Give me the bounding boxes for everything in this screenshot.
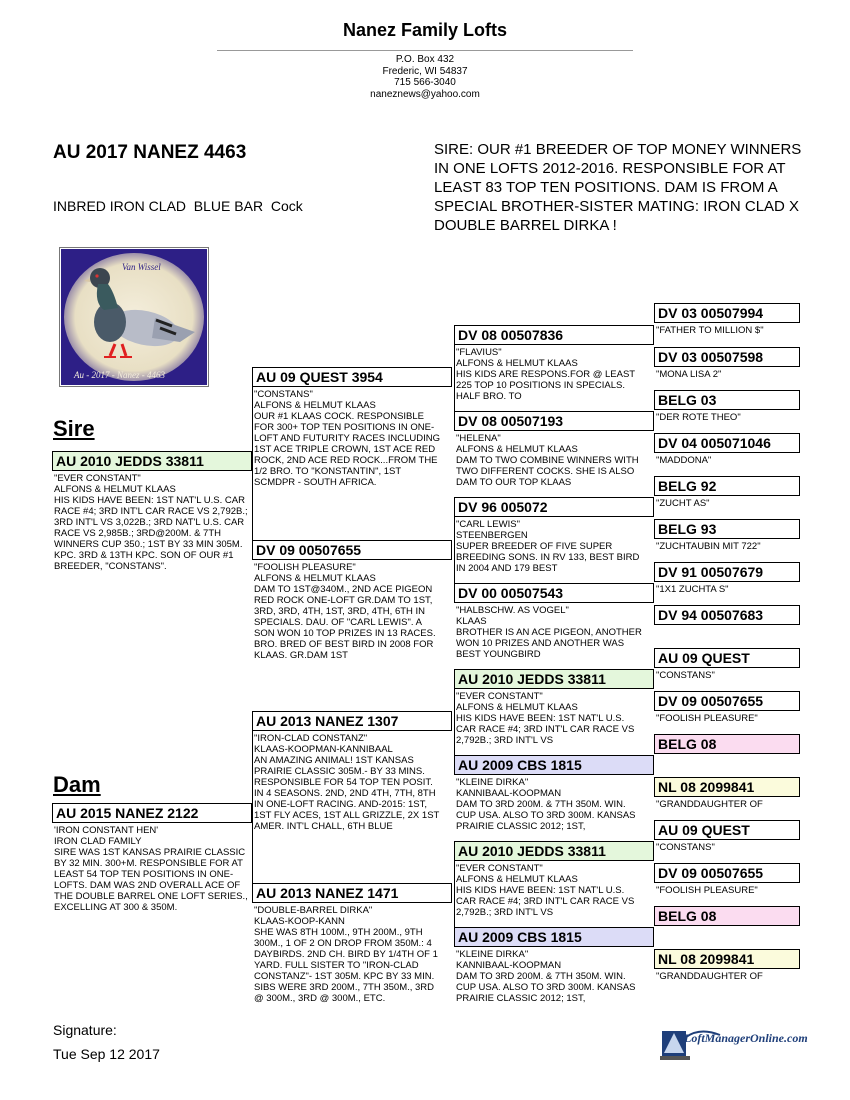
pedigree-note-ds — [254, 733, 444, 832]
address-line: Frederic, WI 54837 — [382, 65, 468, 77]
pedigree-note-sds — [456, 519, 646, 574]
connector — [454, 678, 455, 764]
pedigree-box-sdsd: BELG 93 — [654, 519, 800, 539]
pedigree-text: HIS KIDS HAVE BEEN: 1ST NAT'L U.S. CAR RACE #4; 3RD INT'L CAR RACE VS 2,792B.; 3RD INT'L VS — [456, 885, 635, 918]
pedigree-box-dsds: BELG 08 — [654, 734, 800, 754]
pedigree-box-ssd: DV 08 00507193 — [454, 411, 654, 431]
pedigree-note-ssds — [656, 412, 802, 423]
pedigree-note-sss — [456, 347, 646, 402]
connector — [252, 720, 253, 892]
address-line: P.O. Box 432 — [395, 54, 455, 65]
pedigree-box-sdss: BELG 92 — [654, 476, 800, 496]
pedigree-line1: "FOOLISH PLEASURE" — [254, 562, 356, 573]
pedigree-note-dddd — [656, 971, 802, 982]
pedigree-line1: "IRON-CLAD CONSTANZ" — [254, 733, 368, 744]
pedigree-line1: "CONSTANS" — [656, 670, 715, 681]
loftmanager-logo — [660, 1023, 808, 1063]
bird-ring-number: AU 2017 NANEZ 4463 — [53, 142, 247, 163]
pedigree-text: DAM TO TWO COMBINE WINNERS WITH TWO DIFFERENT COCKS. SHE IS ALSO DAM TO OUR TOP KLAAS — [456, 455, 639, 488]
bird-photo — [59, 247, 209, 387]
pedigree-text: DAM TO 3RD 200M. & 7TH 350M. WIN. CUP USA. ALSO TO 3RD 300M. KANSAS PRAIRIE CLASSIC 2012; 1ST, — [456, 971, 636, 1004]
pedigree-box-sds: DV 96 005072 — [454, 497, 654, 517]
photo-caption-bottom: Au - 2017 - Nanez - 4463 — [74, 370, 165, 380]
pedigree-line2: KLAAS — [456, 616, 487, 627]
pedigree-line2: KLAAS-KOOP-KANN — [254, 916, 345, 927]
address-line: 715 566-3040 — [394, 77, 456, 88]
pedigree-line2: ALFONS & HELMUT KLAAS — [456, 874, 578, 885]
pedigree-box-dsdd: NL 08 2099841 — [654, 777, 800, 797]
pedigree-box-ssdd: DV 04 005071046 — [654, 433, 800, 453]
pedigree-line1: "GRANDDAUGHTER OF — [656, 799, 763, 810]
bird-comment: SIRE: OUR #1 BREEDER OF TOP MONEY WINNERS IN ONE LOFTS 2012-2016. RESPONSIBLE FOR AT LEAST 83 TOP TEN POSITIONS. DAM IS FROM A SPECIAL BROTHER-SISTER MATING: IRON CLAD X DOUBLE BARREL DIRKA ! — [434, 141, 802, 234]
email-line: naneznews@yahoo.com — [370, 88, 480, 100]
connector — [454, 850, 455, 937]
pedigree-line1: "EVER CONSTANT" — [456, 691, 543, 702]
pedigree-box-ddss: AU 09 QUEST — [654, 820, 800, 840]
pedigree-line2: ALFONS & HELMUT KLAAS — [254, 573, 376, 584]
pedigree-box-sd: DV 09 00507655 — [252, 540, 452, 560]
pedigree-text: HIS KIDS HAVE BEEN: 1ST NAT'L U.S. CAR RACE #4; 3RD INT'L CAR RACE VS 2,792B.; 3RD INT'L VS — [456, 713, 635, 746]
pedigree-text: HIS KIDS ARE RESPONS.FOR @ LEAST 225 TOP 10 POSITIONS IN SPECIALS. HALF BRO. TO — [456, 369, 635, 402]
pedigree-note-sdsd — [656, 541, 802, 552]
pedigree-note-d — [54, 825, 249, 913]
sire-label: Sire — [53, 416, 95, 441]
pedigree-line1: "FOOLISH PLEASURE" — [656, 885, 758, 896]
pedigree-text: SIRE WAS 1ST KANSAS PRAIRIE CLASSIC BY 32 MIN. 300+M. RESPONSIBLE FOR AT LEAST 54 TOP TEN POSITIONS IN ONE-LOFTS. DAM WAS 2ND OVERALL ACE OF THE DOUBLE BARREL ONE LOFT SERIES., EXCELLING AT 300 & 350M. — [54, 847, 248, 913]
pedigree-line1: "DOUBLE-BARREL DIRKA" — [254, 905, 373, 916]
pedigree-box-sssd: DV 03 00507598 — [654, 347, 800, 367]
pedigree-line1: "FLAVIUS" — [456, 347, 502, 358]
pedigree-box-dsss: AU 09 QUEST — [654, 648, 800, 668]
pedigree-note-sdds — [656, 584, 802, 595]
pedigree-line1: "FATHER TO MILLION $" — [656, 325, 764, 336]
pedigree-note-ddd — [456, 949, 646, 1004]
signature-label: Signature: — [53, 1022, 117, 1038]
pedigree-note-sd — [254, 562, 444, 661]
pedigree-note-dssd — [656, 713, 802, 724]
pedigree-box-dds: AU 2010 JEDDS 33811 — [454, 841, 654, 861]
pedigree-note-s — [54, 473, 249, 572]
pedigree-box-dss: AU 2010 JEDDS 33811 — [454, 669, 654, 689]
pedigree-note-sdd — [456, 605, 646, 660]
loft-address — [0, 54, 850, 100]
pedigree-note-ssdd — [656, 455, 802, 466]
pedigree-line2: IRON CLAD FAMILY — [54, 836, 142, 847]
pedigree-box-dddd: NL 08 2099841 — [654, 949, 800, 969]
pedigree-line2: ALFONS & HELMUT KLAAS — [456, 444, 578, 455]
pedigree-note-dss — [456, 691, 646, 746]
pedigree-text: AN AMAZING ANIMAL! 1ST KANSAS PRAIRIE CLASSIC 305M.- BY 33 MINS. RESPONSIBLE FOR 54 TOP TEN POSIT. IN 4 SEASONS. 2ND, 2ND 4TH, 7TH, 8TH IN ONE-LOFT RACING. AND-2015: 1ST, 1ST FLY ACES, 1ST ALL GRIZZLE, 2X 1ST AMER. INT'L CHALL, 6TH BLUE — [254, 755, 440, 832]
pedigree-note-sssd — [656, 369, 802, 380]
pedigree-box-ddds: BELG 08 — [654, 906, 800, 926]
pedigree-box-dsd: AU 2009 CBS 1815 — [454, 755, 654, 775]
pedigree-box-ssss: DV 03 00507994 — [654, 303, 800, 323]
pedigree-note-dd — [254, 905, 444, 1004]
dam-label: Dam — [53, 772, 101, 797]
pedigree-line2: ALFONS & HELMUT KLAAS — [254, 400, 376, 411]
pedigree-box-ss: AU 09 QUEST 3954 — [252, 367, 452, 387]
pedigree-line2: KANNIBAAL-KOOPMAN — [456, 788, 562, 799]
pedigree-box-sss: DV 08 00507836 — [454, 325, 654, 345]
pedigree-line1: "DER ROTE THEO" — [656, 412, 741, 423]
pedigree-line1: "CONSTANS" — [254, 389, 313, 400]
pedigree-text: DAM TO 1ST@340M., 2ND ACE PIGEON RED ROCK ONE-LOFT GR.DAM TO 1ST, 3RD, 3RD, 4TH, 1ST, 3RD, 4TH, 6TH IN SPECIALS. DAU. OF "CARL LEWIS". A SON WON 10 TOP PRIZES IN 13 RACES. BRO. BRED OF BEST BIRD IN 2008 FOR KLAAS. GR.DAM 1ST — [254, 584, 436, 661]
pedigree-line2: ALFONS & HELMUT KLAAS — [54, 484, 176, 495]
pedigree-note-dsdd — [656, 799, 802, 810]
loft-name: Nanez Family Lofts — [342, 20, 508, 40]
pedigree-box-ssds: BELG 03 — [654, 390, 800, 410]
pedigree-box-dssd: DV 09 00507655 — [654, 691, 800, 711]
pedigree-line2: ALFONS & HELMUT KLAAS — [456, 702, 578, 713]
pedigree-box-sdd: DV 00 00507543 — [454, 583, 654, 603]
pedigree-box-ds: AU 2013 NANEZ 1307 — [252, 711, 452, 731]
pedigree-box-sdds: DV 91 00507679 — [654, 562, 800, 582]
pedigree-line2: KLAAS-KOOPMAN-KANNIBAAL — [254, 744, 393, 755]
pedigree-text: BROTHER IS AN ACE PIGEON, ANOTHER WON 10 PRIZES AND ANOTHER WAS BEST YOUNGBIRD — [456, 627, 642, 660]
pedigree-line2: STEENBERGEN — [456, 530, 528, 541]
pedigree-note-ss — [254, 389, 444, 488]
pedigree-line1: "1X1 ZUCHTA S" — [656, 584, 729, 595]
header-divider — [217, 50, 633, 51]
bird-description: INBRED IRON CLAD BLUE BAR Cock — [53, 198, 303, 214]
pedigree-text: SUPER BREEDER OF FIVE SUPER BREEDING SONS. IN RV 133, BEST BIRD IN 2004 AND 179 BEST — [456, 541, 640, 574]
pedigree-note-ddss — [656, 842, 802, 853]
logo-text: LoftManagerOnline.com — [684, 1031, 808, 1045]
connector — [454, 334, 455, 420]
pedigree-line1: "CARL LEWIS" — [456, 519, 520, 530]
pedigree-text: SHE WAS 8TH 100M., 9TH 200M., 9TH 300M., 1 OF 2 ON DROP FROM 350M.: 4 DAYBIRDS. 2ND CH. BIRD BY 1/4TH OF 1 YARD. FULL SISTER TO "IRON-CLAD CONSTANZ"- 1ST 305M. KPC BY 33 MIN. SIBS WERE 3RD 200M., 7TH 350M., 3RD @ 300M., 3RD @ 300M., ETC. — [254, 927, 438, 1004]
pedigree-line1: "CONSTANS" — [656, 842, 715, 853]
connector — [454, 505, 455, 592]
pedigree-note-ddsd — [656, 885, 802, 896]
pedigree-line1: "GRANDDAUGHTER OF — [656, 971, 763, 982]
pedigree-line1: "KLEINE DIRKA" — [456, 777, 529, 788]
pedigree-line1: "HELENA" — [456, 433, 501, 444]
pedigree-box-sddd: DV 94 00507683 — [654, 605, 800, 625]
pedigree-line1: "MONA LISA 2" — [656, 369, 722, 380]
print-date: Tue Sep 12 2017 — [53, 1046, 160, 1062]
pedigree-line1: "KLEINE DIRKA" — [456, 949, 529, 960]
pedigree-line1: "MADDONA" — [656, 455, 712, 466]
pedigree-note-ssss — [656, 325, 802, 336]
pedigree-text: OUR #1 KLAAS COCK. RESPONSIBLE FOR 300+ TOP TEN POSITIONS IN ONE-LOFT AND FUTURITY RACES INCLUDING 1ST ACE TRIPLE CROWN, 1ST ACE RED ROCK, 2ND ACE RED ROCK...FROM THE 1/2 BRO. TO "KONSTANTIN", 1ST SCMDPR - SOUTH AFRICA. — [254, 411, 440, 488]
pedigree-line1: "EVER CONSTANT" — [456, 863, 543, 874]
pedigree-line1: "ZUCHTAUBIN MIT 722" — [656, 541, 761, 552]
pedigree-line2: ALFONS & HELMUT KLAAS — [456, 358, 578, 369]
pedigree-line1: 'IRON CONSTANT HEN' — [54, 825, 159, 836]
pedigree-line1: "FOOLISH PLEASURE" — [656, 713, 758, 724]
pedigree-text: HIS KIDS HAVE BEEN: 1ST NAT'L U.S. CAR RACE #4; 3RD INT'L CAR RACE VS 2,792B.; 3RD INT'L VS 3,022B.; 3RD NAT'L U.S. CAR RACE VS 2,985B.; 3RD@200M. & 7TH WINNERS CUP 350.; 1ST BY 33 MIN 305M. KPC. 3RD & 13TH KPC. SON OF OUR #1 BREEDER, "CONSTANS". — [54, 495, 248, 572]
pedigree-note-sdss — [656, 498, 802, 509]
pedigree-note-ssd — [456, 433, 646, 488]
pedigree-line2: KANNIBAAL-KOOPMAN — [456, 960, 562, 971]
pedigree-note-dsd — [456, 777, 646, 832]
pedigree-note-dds — [456, 863, 646, 918]
connector — [252, 376, 253, 551]
pedigree-line1: "ZUCHT AS" — [656, 498, 710, 509]
pedigree-note-dsss — [656, 670, 802, 681]
pedigree-box-ddsd: DV 09 00507655 — [654, 863, 800, 883]
pedigree-box-dd: AU 2013 NANEZ 1471 — [252, 883, 452, 903]
pedigree-box-d: AU 2015 NANEZ 2122 — [52, 803, 252, 823]
photo-caption-top: Van Wissel — [122, 262, 161, 272]
pedigree-box-s: AU 2010 JEDDS 33811 — [52, 451, 252, 471]
pedigree-line1: "HALBSCHW. AS VOGEL" — [456, 605, 569, 616]
pedigree-line1: "EVER CONSTANT" — [54, 473, 141, 484]
pedigree-box-ddd: AU 2009 CBS 1815 — [454, 927, 654, 947]
pedigree-text: DAM TO 3RD 200M. & 7TH 350M. WIN. CUP USA. ALSO TO 3RD 300M. KANSAS PRAIRIE CLASSIC 2012; 1ST, — [456, 799, 636, 832]
